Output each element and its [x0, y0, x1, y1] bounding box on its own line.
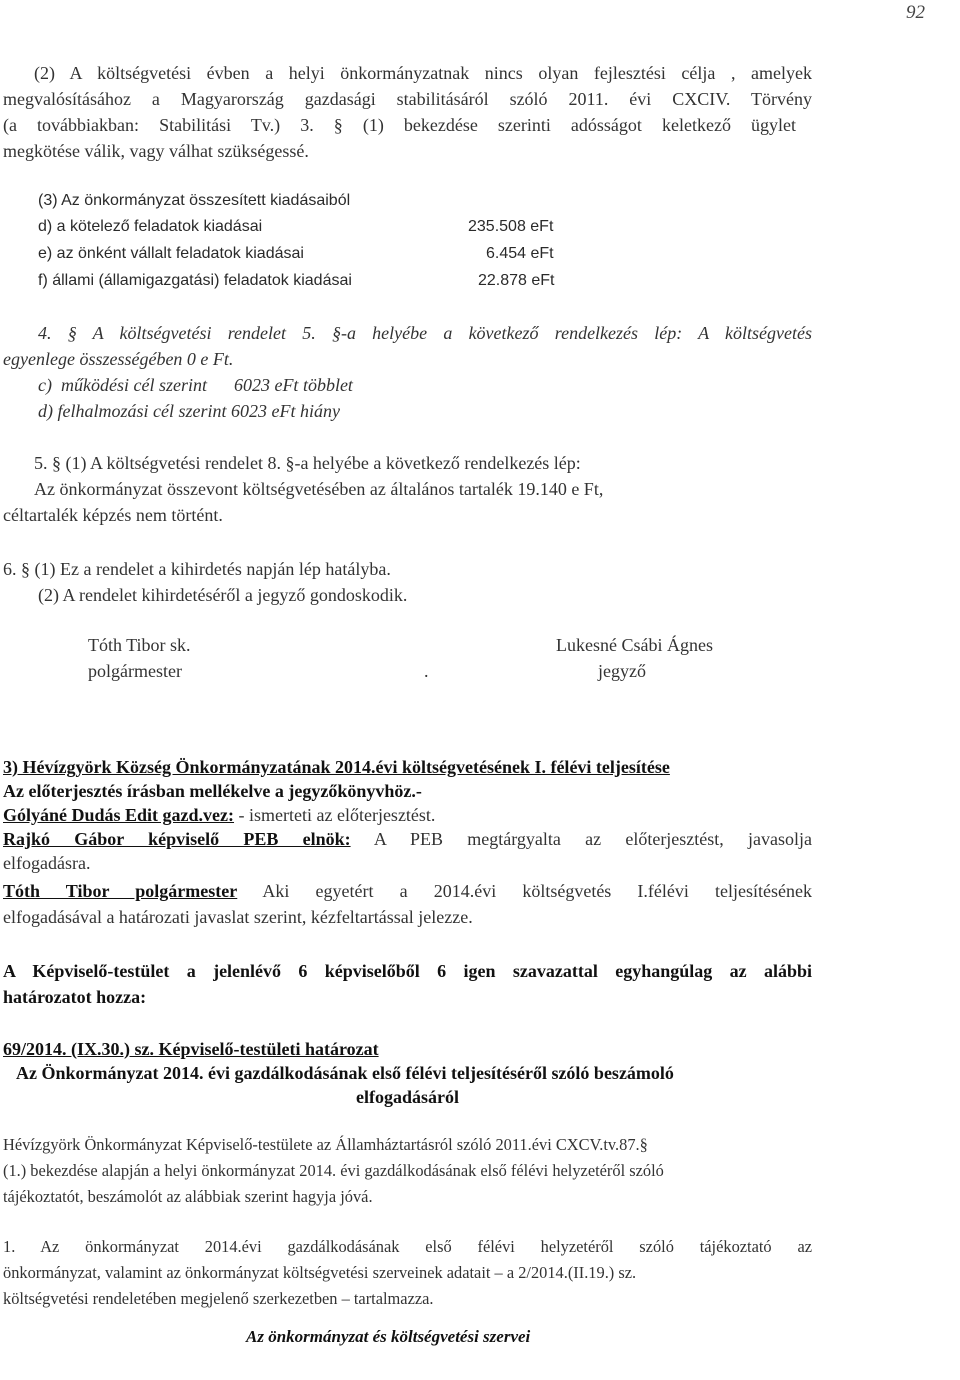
resolution-title-line2: elfogadásáról: [356, 1087, 459, 1107]
section6-line1: 6. § (1) Ez a rendelet a kihirdetés napján lép hatályba.: [3, 559, 391, 579]
signature-left-title: polgármester: [88, 661, 182, 681]
resolution-item1-line1: 1. Az önkormányzat 2014.évi gazdálkodásának első félévi helyzetéről szóló tájékoztató az: [3, 1237, 812, 1256]
para3-row-f-label: f) állami (államigazgatási) feladatok kiadásai: [38, 272, 352, 289]
speaker-golyane-text: - ismerteti az előterjesztést.: [234, 805, 436, 825]
signature-right-title: jegyző: [598, 661, 646, 681]
para2-line1: (2) A költségvetési évben a helyi önkormányzatnak nincs olyan fejlesztési célja , amelyek: [34, 63, 812, 83]
section5-line1: 5. § (1) A költségvetési rendelet 8. §-a helyébe a következő rendelkezés lép:: [34, 453, 581, 473]
section5-line2: Az önkormányzat összevont költségvetésében az általános tartalék 19.140 e Ft,: [34, 479, 604, 499]
section4-line4: d) felhalmozási cél szerint 6023 eFt hiány: [38, 401, 340, 421]
section6-line2: (2) A rendelet kihirdetéséről a jegyző gondoskodik.: [38, 585, 408, 605]
para2-line3: (a továbbiakban: Stabilitási Tv.) 3. § (1) bekezdése szerinti adósságot keletkező ügylet: [3, 115, 796, 135]
signature-right-name: Lukesné Csábi Ágnes: [556, 635, 713, 655]
speaker-golyane: Gólyáné Dudás Edit gazd.vez:: [3, 805, 235, 825]
resolution-body-line3: tájékoztatót, beszámolót az alábbiak szerint hagyja jóvá.: [3, 1187, 373, 1206]
resolution-title-line1: Az Önkormányzat 2014. évi gazdálkodásának első félévi teljesítéséről szóló beszámoló: [16, 1063, 674, 1083]
agenda-title: 3) Hévízgyörk Község Önkormányzatának 2014.évi költségvetésének I. félévi teljesítése: [3, 757, 670, 777]
agenda-line4: [3, 828, 812, 850]
speaker-toth: Tóth Tibor polgármester: [3, 881, 238, 901]
agenda-line7: elfogadásával a határozati javaslat szerint, kézfeltartással jelezze.: [3, 907, 473, 927]
resolution-item1-line2: önkormányzat, valamint az önkormányzat költségvetési szerveinek adatait – a 2/2014.(II.19.) sz.: [3, 1263, 637, 1282]
vote-line2: határozatot hozza:: [3, 987, 147, 1007]
agenda-attachment-note: Az előterjesztés írásban mellékelve a jegyzőkönyvhöz.-: [3, 781, 422, 801]
section4-line1: 4. § A költségvetési rendelet 5. §-a helyébe a következő rendelkezés lép: A költségvetés: [38, 323, 812, 343]
agenda-line5: elfogadásra.: [3, 853, 91, 873]
para3-row-d-label: d) a kötelező feladatok kiadásai: [38, 218, 263, 235]
agenda-line3: [3, 804, 435, 826]
resolution-body-line1: Hévízgyörk Önkormányzat Képviselő-testülete az Államháztartásról szóló 2011.évi CXCV.tv.87.§: [3, 1135, 648, 1154]
para2-line4: megkötése válik, vagy válhat szükségessé.: [3, 141, 309, 161]
agenda-line6: [3, 880, 812, 902]
section4-line2: egyenlege összességében 0 e Ft.: [3, 349, 234, 369]
signature-left-name: Tóth Tibor sk.: [88, 635, 191, 655]
footer-heading: Az önkormányzat és költségvetési szervei: [246, 1327, 531, 1346]
speaker-toth-text: Aki egyetért a 2014.évi költségvetés I.félévi teljesítésének: [237, 881, 812, 901]
section5-line3: céltartalék képzés nem történt.: [3, 505, 223, 525]
signature-dot: .: [424, 661, 429, 681]
speaker-rajko-text: A PEB megtárgyalta az előterjesztést, javasolja: [350, 829, 812, 849]
speaker-rajko: Rajkó Gábor képviselő PEB elnök:: [3, 829, 351, 849]
para3-row-f-value: 22.878 eFt: [478, 272, 555, 289]
section4-line3: c) működési cél szerint 6023 eFt többlet: [38, 375, 353, 395]
para3-row-e-value: 6.454 eFt: [486, 245, 554, 262]
para3-row-d-value: 235.508 eFt: [468, 218, 554, 235]
resolution-number: 69/2014. (IX.30.) sz. Képviselő-testületi határozat: [3, 1039, 379, 1059]
para3-row-e-label: e) az önként vállalt feladatok kiadásai: [38, 245, 304, 262]
para2-line2: megvalósításához a Magyarország gazdasági stabilitásáról szóló 2011. évi CXCIV. Törvény: [3, 89, 812, 109]
resolution-item1-line3: költségvetési rendeletében megjelenő szerkezetben – tartalmazza.: [3, 1289, 434, 1308]
para3-heading: (3) Az önkormányzat összesített kiadásaiból: [38, 192, 351, 209]
resolution-body-line2: (1.) bekezdése alapján a helyi önkormányzat 2014. évi gazdálkodásának első félévi helyzetéről szóló: [3, 1161, 664, 1180]
page-number: 92: [906, 2, 925, 23]
vote-line1: A Képviselő-testület a jelenlévő 6 képviselőből 6 igen szavazattal egyhangúlag az alábbi: [3, 961, 812, 981]
